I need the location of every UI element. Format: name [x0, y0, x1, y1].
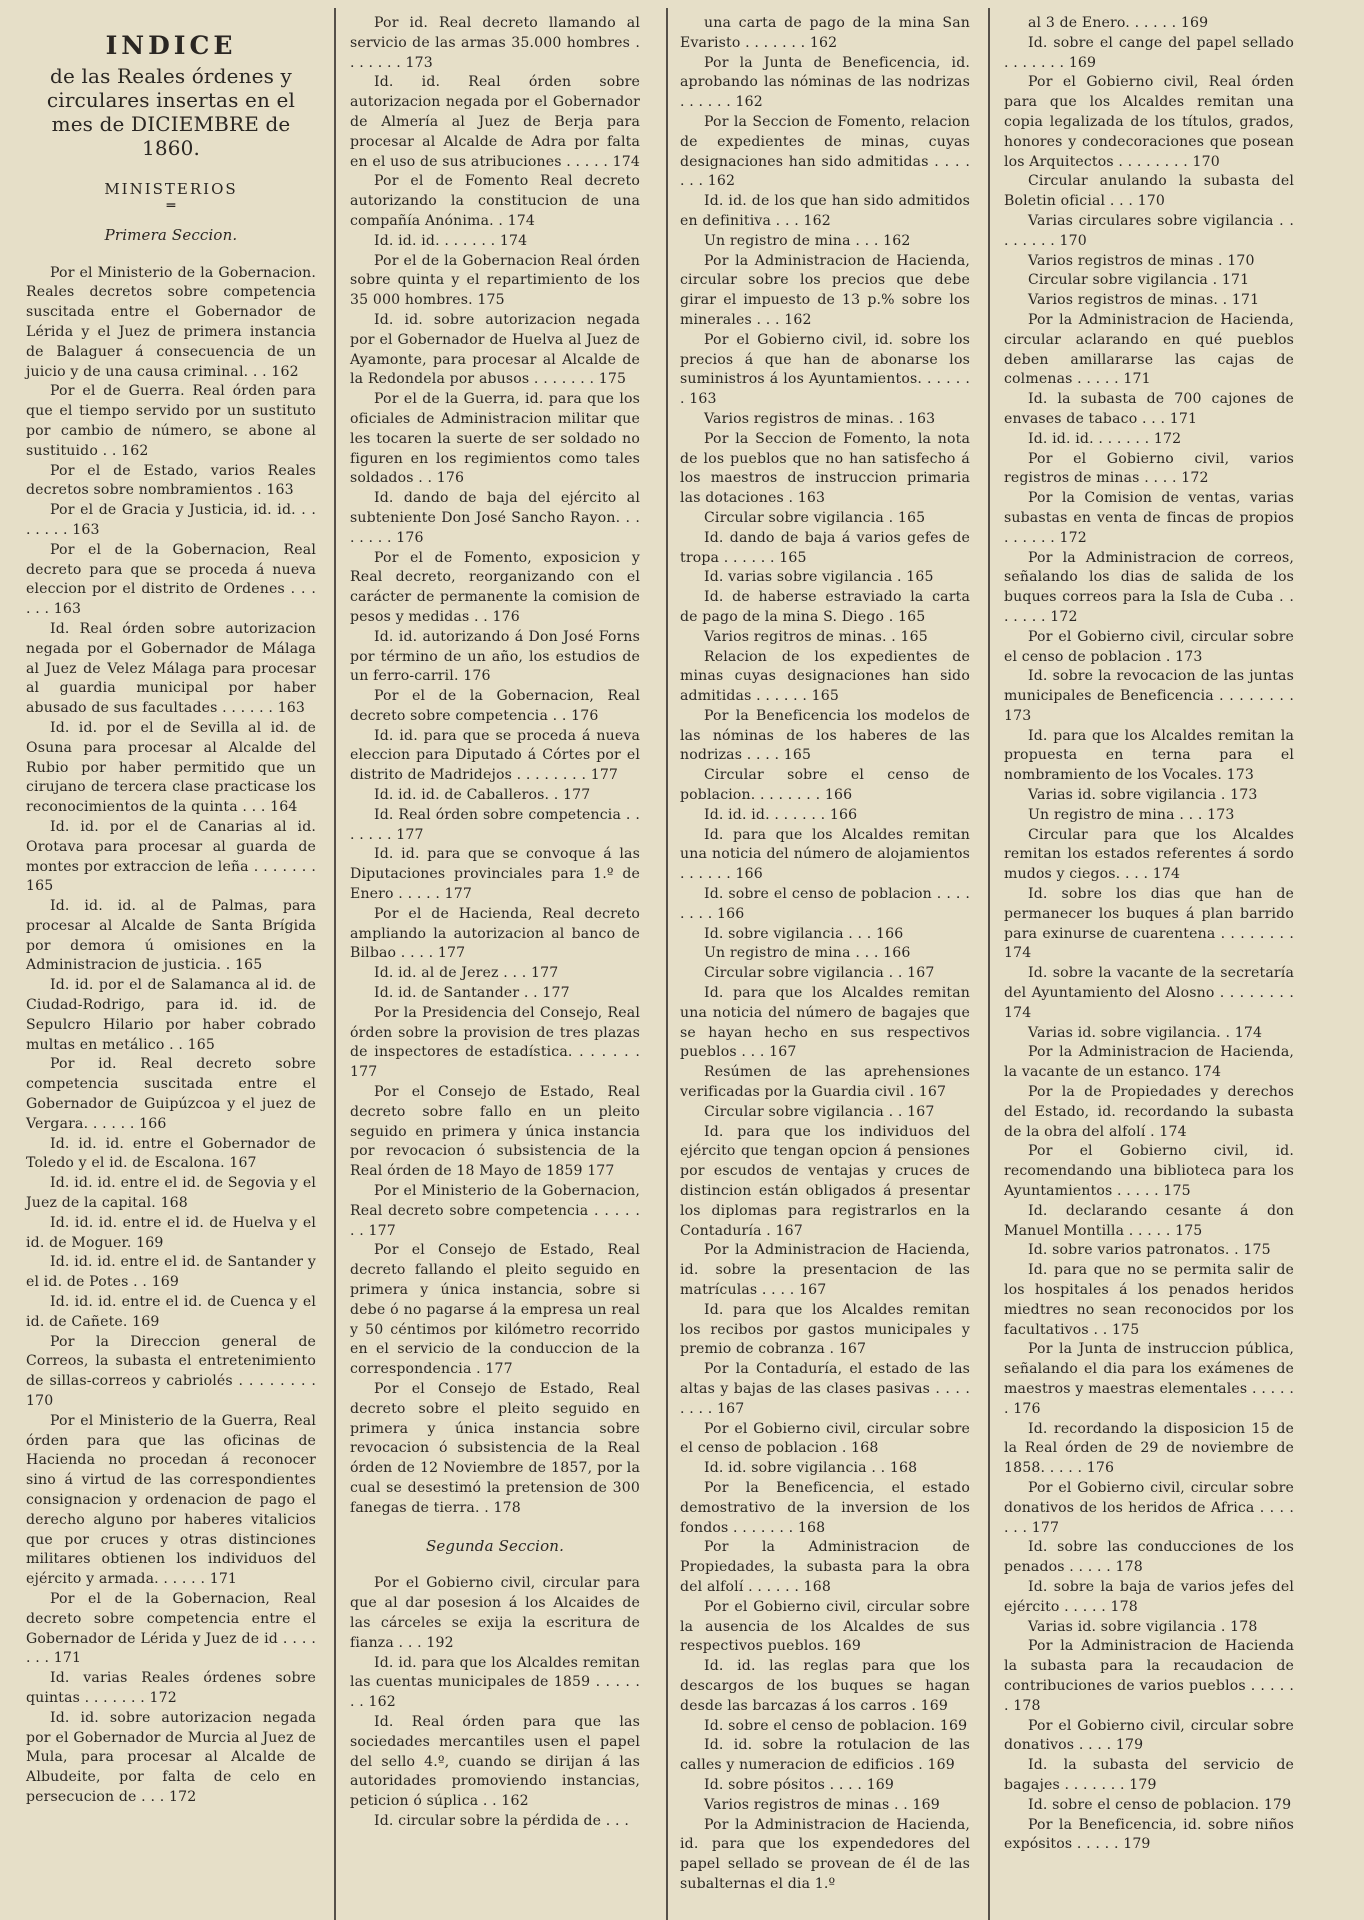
index-entry: Por la Administracion de Hacienda la subasta para la recaudacion de contribuciones de varios pueblos . . . . . . 178 — [1004, 1638, 1294, 1714]
index-entry: Id. circular sobre la pérdida de . . . — [374, 1812, 629, 1829]
index-entry: Varios registros de minas . 170 — [1028, 252, 1255, 269]
index-entry: Circular sobre vigilancia . . 167 — [704, 965, 935, 982]
index-entry: Varios registros de minas . . 169 — [704, 1796, 940, 1813]
index-entry: Id. Real órden para que las sociedades mercantiles usen el papel del sello 4.º, cuando se dirijan á las autoridades promoviendo instancias, peticion ó súplica . . 162 — [350, 1713, 640, 1810]
index-entry: Id. sobre los dias que han de permanecer los buques á plan barrido para exinurse de cuarentena . . . . . . . . 174 — [1004, 886, 1294, 962]
index-entry: Id. id. sobre autorizacion negada por el Gobernador de Huelva al Juez de Ayamonte, para procesar al Alcalde de la Redondela por abusos . . . . . . . 175 — [350, 311, 640, 388]
index-entry: Id. sobre las conducciones de los penados . . . . . 178 — [1004, 1539, 1294, 1576]
index-subtitle: de las Reales órdenes y circulares insertas en el mes de DICIEMBRE de 1860. — [46, 64, 296, 160]
column-4 — [1004, 14, 1294, 1855]
index-entry: Por la Beneficencia, el estado demostrativo de la inversion de los fondos . . . . . . . 168 — [680, 1479, 970, 1536]
index-entry: Circular sobre vigilancia . 165 — [704, 509, 926, 526]
index-entry: Circular sobre el censo de poblacion. . . . . . . . 166 — [680, 767, 970, 804]
index-entry: Por la Beneficencia los modelos de las nóminas de los haberes de las nodrizas . . . . 165 — [680, 707, 970, 764]
index-entry: Id. para que los individuos del ejército que tengan opcion á pensiones por escudos de ventajas y cruces de distincion están obligados á presentar los diplomas para registrarlos en la Contaduría . 167 — [680, 1123, 970, 1239]
index-entry: Id. id. id. de Caballeros. . 177 — [374, 787, 591, 804]
index-entry: Varias circulares sobre vigilancia . . . . . . . . 170 — [1004, 212, 1294, 249]
index-entry: Id. Real órden sobre competencia . . . . . . . 177 — [350, 806, 640, 843]
column-2 — [350, 14, 640, 1832]
index-entry: Por la Junta de instruccion pública, señalando el dia para los exámenes de maestros y maestras elementales . . . . . . 176 — [1004, 1341, 1294, 1417]
index-entry: Id. id. al de Jerez . . . 177 — [374, 965, 559, 982]
index-title: INDICE — [105, 31, 237, 60]
index-entry: Por el de Hacienda, Real decreto ampliando la autorizacion al banco de Bilbao . . . . 177 — [350, 905, 640, 962]
index-entry: Por la Seccion de Fomento, relacion de expedientes de minas, cuyas designaciones han sido admitidas . . . . . . . 162 — [680, 113, 970, 190]
index-entry: Resúmen de las aprehensiones verificadas por la Guardia civil . 167 — [680, 1064, 970, 1101]
index-entry: Por la Junta de Beneficencia, id. aprobando las nóminas de las nodrizas . . . . . . 162 — [680, 54, 970, 111]
index-entry: Por la Administracion de correos, señalando los dias de salida de los buques correos para la Isla de Cuba . . . . . . . 172 — [1004, 549, 1294, 625]
index-entry: Por el de la Gobernacion Real órden sobre quinta y el repartimiento de los 35 000 hombres. 175 — [350, 252, 640, 309]
column-1 — [26, 14, 316, 1808]
index-entry: Por el de la Gobernacion, Real decreto sobre competencia . . 176 — [350, 688, 640, 724]
index-entry: Id. id. de los que han sido admitidos en definitiva . . . 162 — [680, 193, 970, 229]
index-entry: Id. sobre el censo de poblacion . . . . . . . . 166 — [680, 886, 970, 922]
index-entry: Por id. Real decreto llamando al servicio de las armas 35.000 hombres . . . . . . . 173 — [350, 15, 640, 71]
index-entry: Por la Beneficencia, id. sobre niños expósitos . . . . . 179 — [1004, 1816, 1294, 1853]
index-entry: Por el Ministerio de la Guerra, Real órden para que las oficinas de Hacienda no procedan á reconocer sino á virtud de las correspondientes consignacion y ordenacion de pago el derecho alguno por haberes vitalicios que por cruces y otras distinciones militares obtienen los individuos del ejército y armada. . . . . . 171 — [26, 1412, 316, 1588]
index-entry: Id. id. sobre la rotulacion de las calles y numeracion de edificios . 169 — [680, 1737, 970, 1774]
index-entry: Id. id. de Santander . . 177 — [374, 985, 570, 1002]
index-entry: Id. varias sobre vigilancia . 165 — [704, 569, 934, 586]
index-entry: Por la Administracion de Hacienda, id. para que los expendedores del papel sellado se provean de él de las subalternas el dia 1.º — [680, 1816, 970, 1892]
index-entry: Por el Gobierno civil, id. sobre los precios á que han de abonarse los suministros á los Ayuntamientos. . . . . . . 163 — [680, 331, 970, 408]
index-entry: Varias id. sobre vigilancia. . 174 — [1028, 1024, 1263, 1041]
index-entry: Id. id. id. entre el id. de Santander y el id. de Potes . . 169 — [26, 1254, 316, 1291]
index-entry: Id. id. para que se proceda á nueva eleccion para Diputado á Córtes por el distrito de Madridejos . . . . . . . . 177 — [350, 727, 640, 784]
index-entry: Por la Administracion de Propiedades, la subasta para la obra del alfolí . . . . . . 168 — [680, 1539, 970, 1595]
index-entry: Por la Administracion de Hacienda, circular sobre los precios que debe girar el impuesto de 13 p.% sobre los minerales . . . 162 — [680, 252, 970, 328]
index-entry: Id. id. id. . . . . . . 166 — [704, 806, 858, 823]
index-entry: Por el Gobierno civil, Real órden para que los Alcaldes remitan una copia legalizada de los títulos, grados, honores y condecoraciones que posean los Arquitectos . . . . . . . . 170 — [1004, 74, 1294, 170]
index-entry: Por el Ministerio de la Gobernacion, Real decreto sobre competencia . . . . . . . 177 — [350, 1183, 640, 1239]
index-entry: Por la Contaduría, el estado de las altas y bajas de las clases pasivas . . . . . . . . 167 — [680, 1361, 970, 1417]
index-entry: Un registro de mina . . . 166 — [704, 945, 911, 962]
section-heading-second: Segunda Seccion. — [425, 1536, 564, 1555]
index-entry: Id. id. id. entre el id. de Cuenca y el id. de Cañete. 169 — [26, 1294, 316, 1330]
index-entry: Id. sobre el cange del papel sellado . . . . . . . 169 — [1004, 34, 1294, 71]
heading-ornament: ═ — [166, 197, 176, 214]
index-entry: Varias id. sobre vigilancia . 173 — [1028, 787, 1258, 804]
index-entry: Por el de la Gobernacion, Real decreto para que se proceda á nueva eleccion por el distrito de Ordenes . . . . . . 163 — [26, 541, 316, 618]
index-entry: Por el de Guerra. Real órden para que el tiempo servido por un sustituto por cambio de número, se abone al sustituido . . 162 — [26, 383, 316, 459]
index-entry: al 3 de Enero. . . . . . 169 — [1028, 15, 1209, 31]
column-rule — [666, 8, 668, 1920]
index-entry: Id. id. id. entre el id. de Segovia y el Juez de la capital. 168 — [26, 1175, 316, 1212]
index-entry: Por la Seccion de Fomento, la nota de los pueblos que no han satisfecho á los maestros de instruccion primaria las dotaciones . 163 — [680, 430, 970, 507]
index-entry: Id. declarando cesante á don Manuel Montilla . . . . . 175 — [1004, 1202, 1294, 1239]
index-entry: Id. sobre pósitos . . . . 169 — [704, 1776, 895, 1793]
index-entry: Id. id. por el de Canarias al id. Orotava para procesar al guarda de montes por extraccion de leña . . . . . . . 165 — [26, 818, 316, 895]
index-entry: Por la Administracion de Hacienda, id. sobre la presentacion de las matrículas . . . . 167 — [680, 1242, 970, 1298]
index-entry: Por el Gobierno civil, varios registros de minas . . . . 172 — [1004, 450, 1294, 487]
index-entry: Id. id. id. entre el Gobernador de Toledo y el id. de Escalona. 167 — [26, 1135, 316, 1172]
index-entry: Por el Ministerio de la Gobernacion. Reales decretos sobre competencia suscitada entre el Gobernador de Lérida y el Juez de primera instancia de Balaguer á consecuencia de un juicio y de una causa criminal. . . 162 — [26, 264, 316, 380]
index-entry: Por el de Fomento, exposicion y Real decreto, reorganizando con el carácter de permanente la comision de pesos y medidas . . 176 — [350, 549, 640, 625]
index-entry: Id. Real órden sobre autorizacion negada por el Gobernador de Málaga al Juez de Velez Málaga para procesar al guardia municipal por haber abusado de sus facultades . . . . . . 163 — [26, 620, 316, 717]
index-entry: Circular para que los Alcaldes remitan los estados referentes á sordo mudos y ciegos. . . . 174 — [1004, 826, 1294, 883]
index-entry: Id. dando de baja á varios gefes de tropa . . . . . . 165 — [680, 529, 970, 566]
column-rule — [334, 8, 336, 1920]
index-entry: Varios registros de minas. . 171 — [1028, 292, 1260, 309]
index-entry: Id. id. sobre vigilancia . . 168 — [704, 1460, 918, 1477]
entry-list — [680, 14, 970, 1895]
index-entry: Por la Presidencia del Consejo, Real órden sobre la provision de tres plazas de inspectores de estadística. . . . . . . 177 — [350, 1004, 640, 1081]
index-entry: Por id. Real decreto sobre competencia suscitada entre el Gobernador de Guipúzcoa y el juez de Vergara. . . . . . 166 — [26, 1056, 316, 1132]
column-3 — [680, 14, 970, 1895]
index-entry: Id. id. para que los Alcaldes remitan las cuentas municipales de 1859 . . . . . . . 162 — [350, 1654, 640, 1711]
index-entry: Por la de Propiedades y derechos del Estado, id. recordando la subasta de la obra del alfolí . 174 — [1004, 1084, 1294, 1140]
entry-list — [1004, 14, 1294, 1855]
index-entry: Id. id. id. . . . . . . 172 — [1028, 430, 1182, 447]
index-entry: Id. sobre varios patronatos. . 175 — [1028, 1242, 1271, 1259]
index-entry: Id. sobre la baja de varios jefes del ejército . . . . . 178 — [1004, 1578, 1294, 1615]
entry-list — [350, 14, 640, 1832]
index-entry: Circular sobre vigilancia . . 167 — [704, 1103, 935, 1120]
index-entry: Por el de la Guerra, id. para que los oficiales de Administracion militar que les tocaren la suerte de ser soldado no figuren en los regimientos como tales soldados . . 176 — [350, 391, 640, 487]
index-entry: Por el Gobierno civil, circular sobre la ausencia de los Alcaldes de sus respectivos pueblos. 169 — [680, 1598, 970, 1655]
index-entry: Id. id. autorizando á Don José Forns por término de un año, los estudios de un ferro-carril. 176 — [350, 628, 640, 685]
index-entry: Id. sobre el censo de poblacion. 169 — [704, 1717, 968, 1734]
index-entry: Id. id. id. entre el id. de Huelva y el id. de Moguer. 169 — [26, 1214, 316, 1251]
index-entry: Id. recordando la disposicion 15 de la Real órden de 29 de noviembre de 1858. . . . . 176 — [1004, 1420, 1294, 1477]
index-entry: Id. varias Reales órdenes sobre quintas . . . . . . . 172 — [26, 1670, 316, 1706]
index-entry: Por el de Gracia y Justicia, id. id. . . . . . . . 163 — [26, 502, 316, 538]
index-entry: Por la Direccion general de Correos, la subasta el entretenimiento de sillas-correos y cabriolés . . . . . . . . 170 — [26, 1333, 316, 1410]
index-entry: Id. id. por el de Sevilla al id. de Osuna para procesar al Alcalde del Rubio por haber permitido que un cirujano de tercera clase practicase los reconocimientos de la quinta . . . 164 — [26, 719, 316, 816]
ministries-heading: MINISTERIOS — [104, 180, 238, 198]
index-entry: Id. id. las reglas para que los descargos de los buques se hagan desde las barcazas á los carros . 169 — [680, 1658, 970, 1714]
index-entry: una carta de pago de la mina San Evaristo . . . . . . . 162 — [680, 15, 970, 51]
index-entry: Id. id. id. al de Palmas, para procesar al Alcalde de Santa Brígida por demora ú omisiones en la Administracion de justicia. . 165 — [26, 898, 316, 974]
index-entry: Circular anulando la subasta del Boletin oficial . . . 170 — [1004, 173, 1294, 210]
index-entry: Id. id. Real órden sobre autorizacion negada por el Gobernador de Almería al Juez de Berja para procesar al Alcalde de Adra por falta en el uso de sus atribuciones . . . . . 174 — [350, 74, 640, 170]
index-entry: Por el Gobierno civil, id. recomendando una biblioteca para los Ayuntamientos . . . . . 175 — [1004, 1143, 1294, 1200]
index-entry: Por el Gobierno civil, circular para que al dar posesion á los Alcaides de las cárceles se exija la escritura de fianza . . . 192 — [350, 1575, 640, 1651]
index-entry: Por la Administracion de Hacienda, circular aclarando en qué pueblos deben amillararse las cajas de colmenas . . . . . 171 — [1004, 311, 1294, 388]
column-rule — [988, 8, 990, 1920]
index-entry: Id. sobre el censo de poblacion. 179 — [1028, 1796, 1292, 1813]
section-heading-first: Primera Seccion. — [104, 225, 238, 244]
index-entry: Por el de la Gobernacion, Real decreto sobre competencia entre el Gobernador de Lérida y Juez de id . . . . . . . 171 — [26, 1590, 316, 1667]
index-entry: Por la Comision de ventas, varias subastas en venta de fincas de propios . . . . . . 172 — [1004, 490, 1294, 546]
index-entry: Por el Consejo de Estado, Real decreto fallando el pleito seguido en primera y única instancia, sobre si debe ó no pagarse á la empresa un real y 50 céntimos por kilómetro recorrido en el servicio de la conduccion de la correspondencia . 177 — [350, 1242, 640, 1378]
index-entry: Relacion de los expedientes de minas cuyas designaciones han sido admitidas . . . . . . 165 — [680, 648, 970, 705]
index-entry: Por el de Fomento Real decreto autorizando la constitucion de una compañía Anónima. . 174 — [350, 173, 640, 229]
index-entry: Varias id. sobre vigilancia . 178 — [1028, 1618, 1258, 1635]
index-entry: Por el Consejo de Estado, Real decreto sobre fallo en un pleito seguido en primera y única instancia por revocacion ó subsistencia de la Real órden de 18 Mayo de 1859 177 — [350, 1084, 640, 1180]
index-entry: Id. para que los Alcaldes remitan una noticia del número de bagajes que se hayan hecho en sus respectivos pueblos . . . 167 — [680, 985, 970, 1061]
index-entry: Varios regitros de minas. . 165 — [704, 628, 928, 645]
index-entry: Id. la subasta del servicio de bagajes . . . . . . . 179 — [1004, 1757, 1294, 1793]
index-entry: Id. id. id. . . . . . . 174 — [374, 232, 528, 249]
index-entry: Id. id. para que se convoque á las Diputaciones provinciales para 1.º de Enero . . . . . 177 — [350, 846, 640, 903]
index-entry: Por el de Estado, varios Reales decretos sobre nombramientos . 163 — [26, 462, 316, 499]
index-entry: Id. dando de baja del ejército al subteniente Don José Sancho Rayon. . . . . . . . 176 — [350, 490, 640, 546]
index-entry: Por la Administracion de Hacienda, la vacante de un estanco. 174 — [1004, 1044, 1294, 1081]
index-entry: Id. para que los Alcaldes remitan los recibos por gastos municipales y premio de cobranza . 167 — [680, 1301, 970, 1358]
index-entry: Id. sobre la revocacion de las juntas municipales de Beneficencia . . . . . . . . 173 — [1004, 668, 1294, 724]
index-entry: Id. para que los Alcaldes remitan la propuesta en terna para el nombramiento de los Vocales. 173 — [1004, 727, 1294, 784]
index-entry: Por el Gobierno civil, circular sobre el censo de poblacion . 168 — [680, 1420, 970, 1457]
index-entry: Varios registros de minas. . 163 — [704, 410, 936, 427]
index-entry: Id. id. sobre autorizacion negada por el Gobernador de Murcia al Juez de Mula, para procesar al Alcalde de Albudeite, por falta de celo en persecucion de . . . 172 — [26, 1709, 316, 1805]
index-entry: Id. sobre vigilancia . . . 166 — [704, 925, 904, 942]
index-entry: Por el Gobierno civil, circular sobre donativos de los heridos de Africa . . . . . . . 177 — [1004, 1479, 1294, 1536]
index-entry: Id. sobre la vacante de la secretaría del Ayuntamiento del Alosno . . . . . . . . 174 — [1004, 965, 1294, 1021]
entry-list — [26, 264, 316, 1808]
index-entry: Por el Gobierno civil, circular sobre donativos . . . . 179 — [1004, 1717, 1294, 1754]
index-entry: Id. para que no se permita salir de los hospitales á los penados heridos miedtres no sean reconocidos por los facultativos . . 175 — [1004, 1262, 1294, 1338]
index-entry: Id. de haberse estraviado la carta de pago de la mina S. Diego . 165 — [680, 589, 970, 625]
index-entry: Un registro de mina . . . 162 — [704, 232, 911, 249]
index-entry: Por el Gobierno civil, circular sobre el censo de poblacion . 173 — [1004, 628, 1294, 665]
index-entry: Id. id. por el de Salamanca al id. de Ciudad-Rodrigo, para id. id. de Sepulcro Hilario por haber cobrado multas en metálico . . 165 — [26, 977, 316, 1053]
index-entry: Un registro de mina . . . 173 — [1028, 806, 1235, 823]
index-entry: Por el Consejo de Estado, Real decreto sobre el pleito seguido en primera y única instancia sobre revocacion ó subsistencia de la Real órden de 12 Noviembre de 1857, por la cual se desestimó la pretension de 300 fanegas de tierra. . 178 — [350, 1380, 640, 1516]
index-entry: Id. la subasta de 700 cajones de envases de tabaco . . . 171 — [1004, 391, 1294, 427]
index-entry: Circular sobre vigilancia . 171 — [1028, 272, 1250, 289]
index-entry: Id. para que los Alcaldes remitan una noticia del número de alojamientos . . . . . . 166 — [680, 826, 970, 883]
